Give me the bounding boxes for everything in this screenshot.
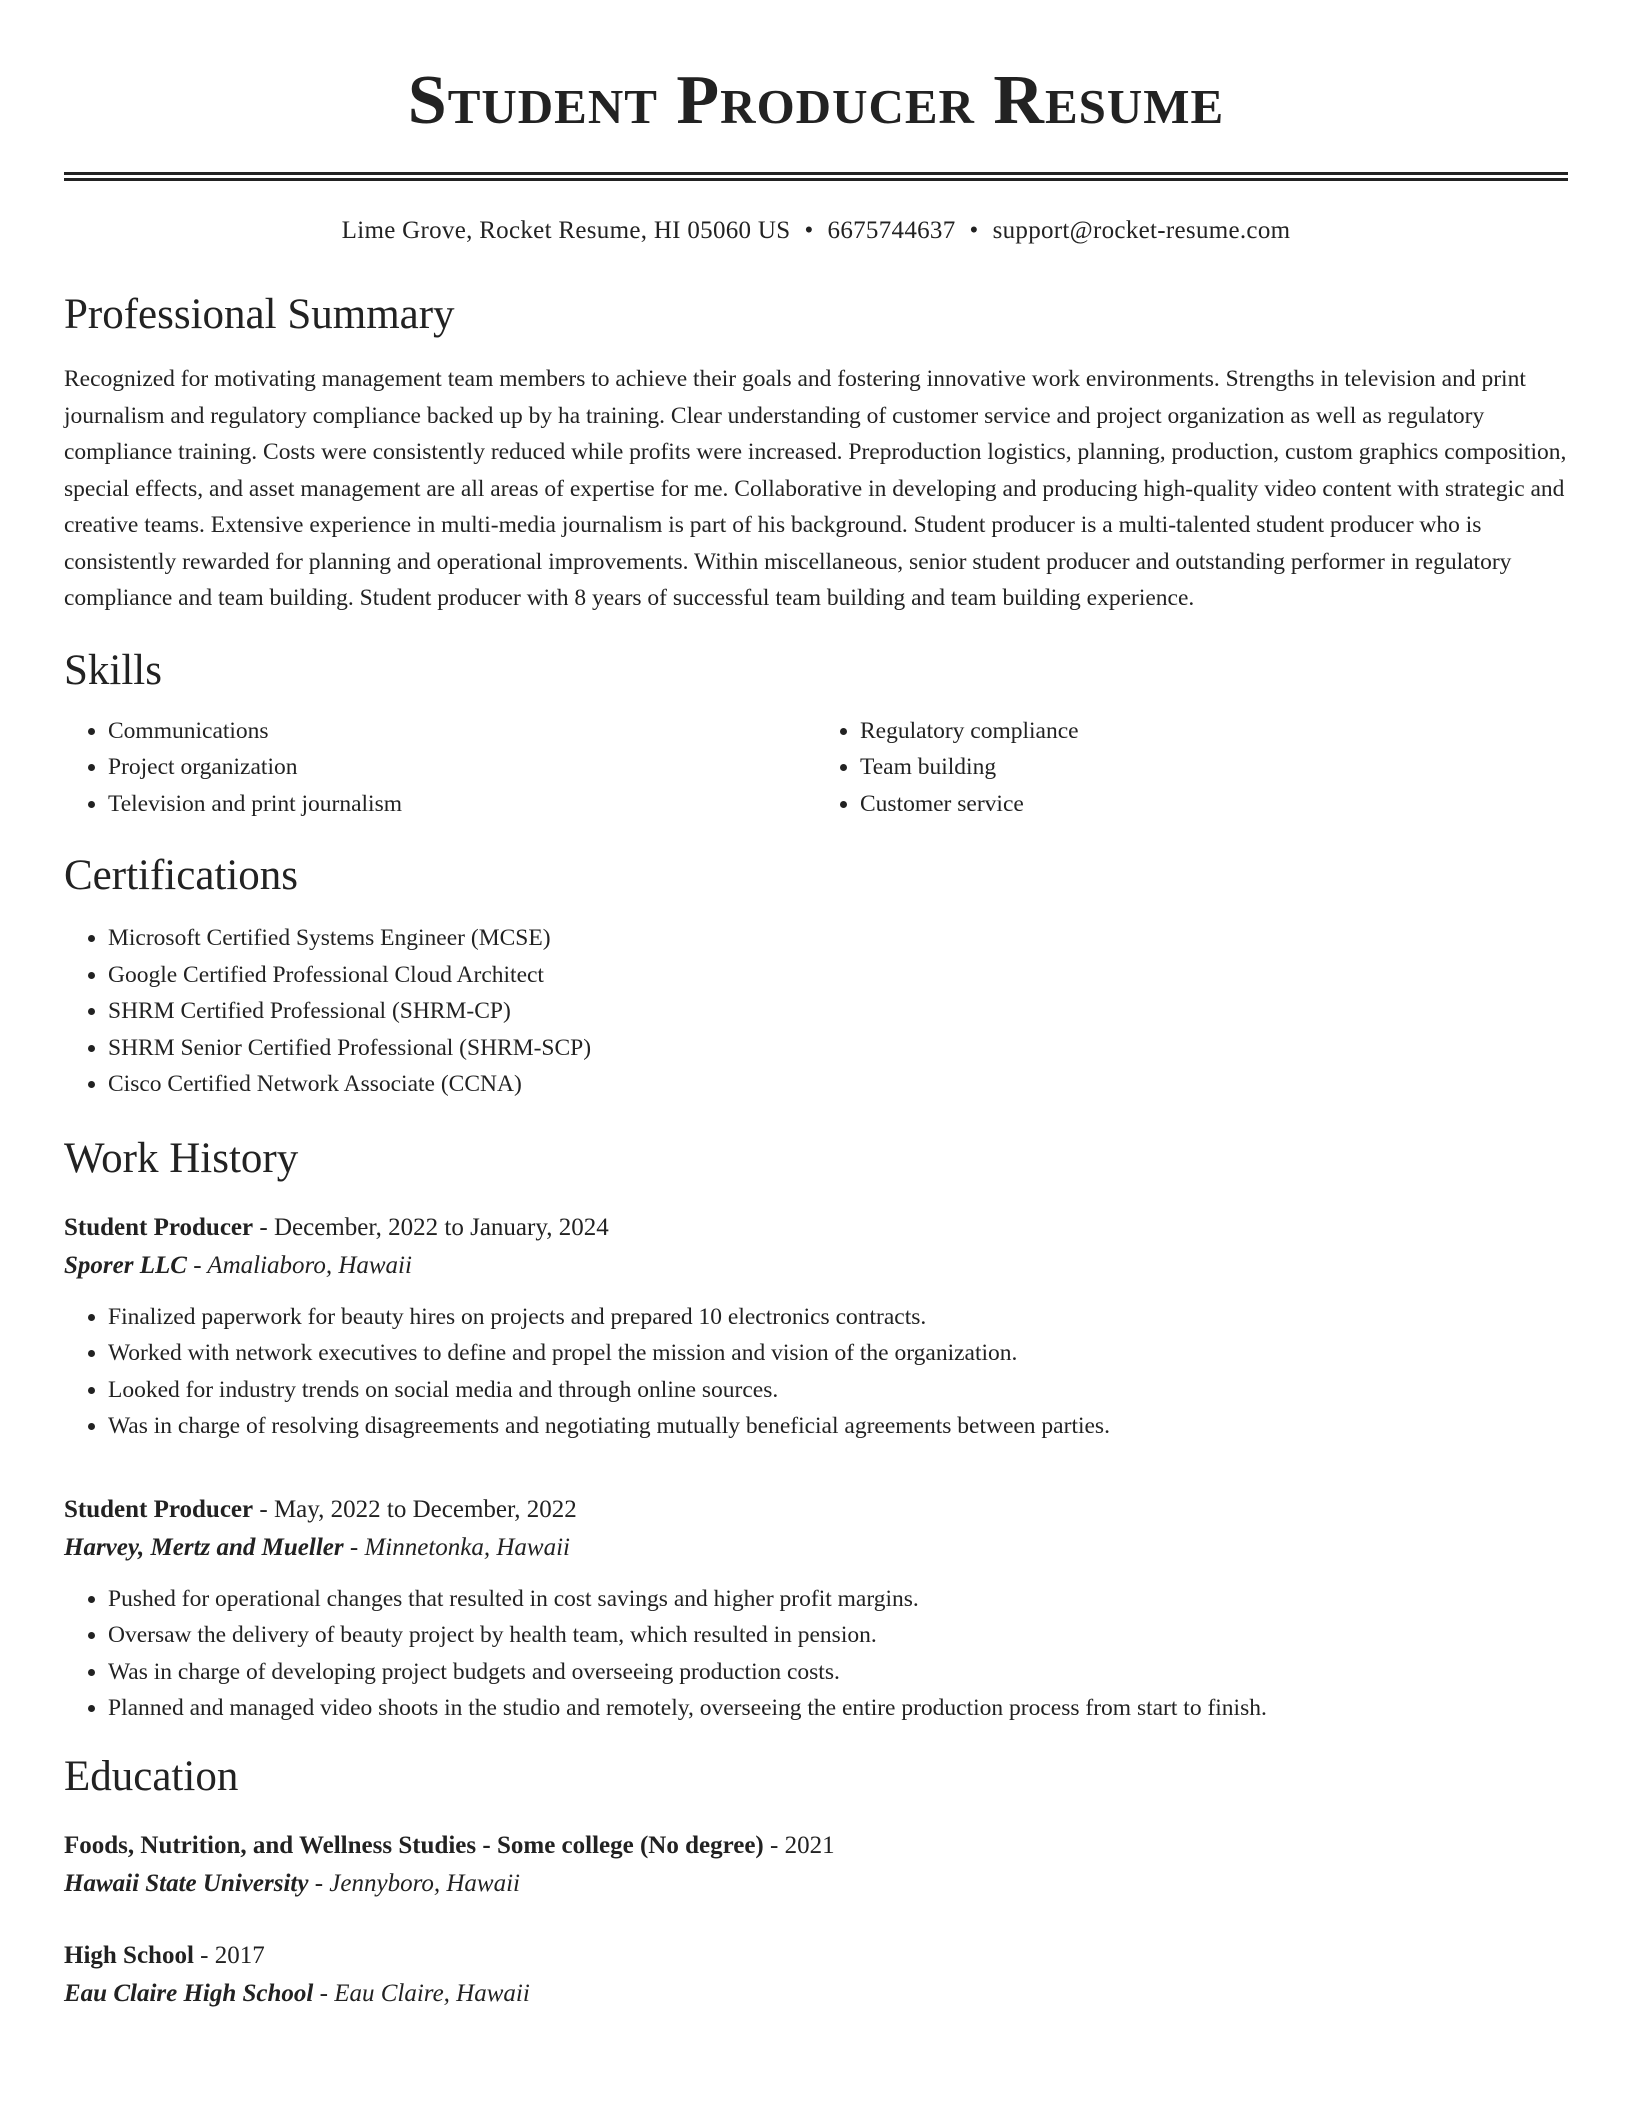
education-degree: Foods, Nutrition, and Wellness Studies - Some college (No degree): [64, 1831, 764, 1859]
skill-item: • Team building: [860, 749, 1568, 786]
job-duties: [64, 1581, 1568, 1727]
job-entry: [64, 1491, 1568, 1727]
resume-title: Student Producer Resume: [407, 62, 1225, 139]
job-dates: - May, 2022 to December, 2022: [253, 1495, 577, 1523]
job-dates: - December, 2022 to January, 2024: [253, 1213, 609, 1241]
certification-item: • Cisco Certified Network Associate (CCNA): [108, 1066, 1568, 1103]
education-heading: Education: [64, 1752, 239, 1800]
skills-column-left: [64, 713, 816, 823]
contact-address: Lime Grove, Rocket Resume, HI 05060 US: [341, 217, 791, 244]
job-role: Student Producer: [64, 1495, 254, 1523]
education-year: - 2017: [193, 1941, 265, 1969]
job-duties: [64, 1299, 1568, 1445]
education-location: - Eau Claire, Hawaii: [313, 1979, 530, 2007]
certifications-list: [64, 920, 1568, 1103]
education-degree: High School: [64, 1941, 194, 1969]
job-duty: • Was in charge of resolving disagreements and negotiating mutually beneficial agreements between parties.: [108, 1408, 1568, 1445]
education-year: - 2021: [763, 1831, 835, 1859]
certifications-heading: Certifications: [64, 852, 299, 899]
education-school: Eau Claire High School: [64, 1979, 314, 2007]
skills-list: [64, 713, 1568, 823]
job-duty: • Worked with network executives to define and propel the mission and vision of the organization.: [108, 1335, 1568, 1372]
certification-item: • Google Certified Professional Cloud Architect: [108, 957, 1568, 994]
skill-item: • Customer service: [860, 786, 1568, 823]
education-entry: [64, 1937, 1568, 2013]
job-location: - Amaliaboro, Hawaii: [186, 1251, 412, 1279]
summary-text: Recognized for motivating management team members to achieve their goals and fostering innovative work environments. Strengths in television and print journalism and regulatory compliance backed up by ha training. Clear understanding of customer service and project organization as well as regulatory compliance training. Costs were consistently reduced while profits were increased. Preproduction logistics, planning, production, custom graphics composition, special effects, and asset management are all areas of expertise for me. Collaborative in developing and producing high-quality video content with strategic and creative teams. Extensive experience in multi-media journalism is part of his background. Student producer is a multi-talented student producer who is consistently rewarded for planning and operational improvements. Within miscellaneous, senior student producer and outstanding performer in regulatory compliance and team building. Student producer with 8 years of successful team building and team building experience.: [64, 366, 1567, 611]
job-duty: • Looked for industry trends on social media and through online sources.: [108, 1372, 1568, 1409]
job-company: Harvey, Mertz and Mueller: [64, 1533, 344, 1561]
job-duty: • Pushed for operational changes that resulted in cost savings and higher profit margins.: [108, 1581, 1568, 1618]
skill-item: • Communications: [108, 713, 816, 750]
education-school-line: [64, 1865, 1568, 1903]
job-title-line: [64, 1209, 1568, 1247]
job-duty: • Finalized paperwork for beauty hires on projects and prepared 10 electronics contracts.: [108, 1299, 1568, 1336]
contact-email: support@rocket-resume.com: [992, 217, 1291, 244]
title-divider: [64, 172, 1568, 181]
contact-separator: •: [969, 217, 979, 244]
certification-item: • SHRM Certified Professional (SHRM-CP): [108, 993, 1568, 1030]
education-entry: [64, 1827, 1568, 1903]
skill-item: • Television and print journalism: [108, 786, 816, 823]
certification-item: • SHRM Senior Certified Professional (SHRM-SCP): [108, 1030, 1568, 1067]
skills-column-right: [816, 713, 1568, 823]
certification-item: • Microsoft Certified Systems Engineer (MCSE): [108, 920, 1568, 957]
education-degree-line: [64, 1937, 1568, 1975]
job-duty: • Was in charge of developing project budgets and overseeing production costs.: [108, 1654, 1568, 1691]
job-org-line: [64, 1247, 1568, 1285]
work-history-heading: Work History: [64, 1134, 299, 1182]
summary-heading: Professional Summary: [64, 291, 455, 338]
job-duty: • Planned and managed video shoots in the studio and remotely, overseeing the entire production process from start to finish.: [108, 1690, 1568, 1727]
contact-line: [64, 215, 1568, 247]
job-title-line: [64, 1491, 1568, 1529]
job-role: Student Producer: [64, 1213, 254, 1241]
skill-item: • Project organization: [108, 749, 816, 786]
skill-item: • Regulatory compliance: [860, 713, 1568, 750]
contact-separator: •: [804, 217, 814, 244]
education-school: Hawaii State University: [64, 1869, 309, 1897]
education-location: - Jennyboro, Hawaii: [308, 1869, 520, 1897]
job-duty: • Oversaw the delivery of beauty project by health team, which resulted in pension.: [108, 1617, 1568, 1654]
job-entry: [64, 1209, 1568, 1445]
skills-heading: Skills: [64, 646, 162, 694]
education-degree-line: [64, 1827, 1568, 1865]
education-school-line: [64, 1975, 1568, 2013]
job-company: Sporer LLC: [64, 1251, 187, 1279]
job-org-line: [64, 1529, 1568, 1567]
contact-phone: 6675744637: [827, 217, 956, 244]
job-location: - Minnetonka, Hawaii: [343, 1533, 570, 1561]
